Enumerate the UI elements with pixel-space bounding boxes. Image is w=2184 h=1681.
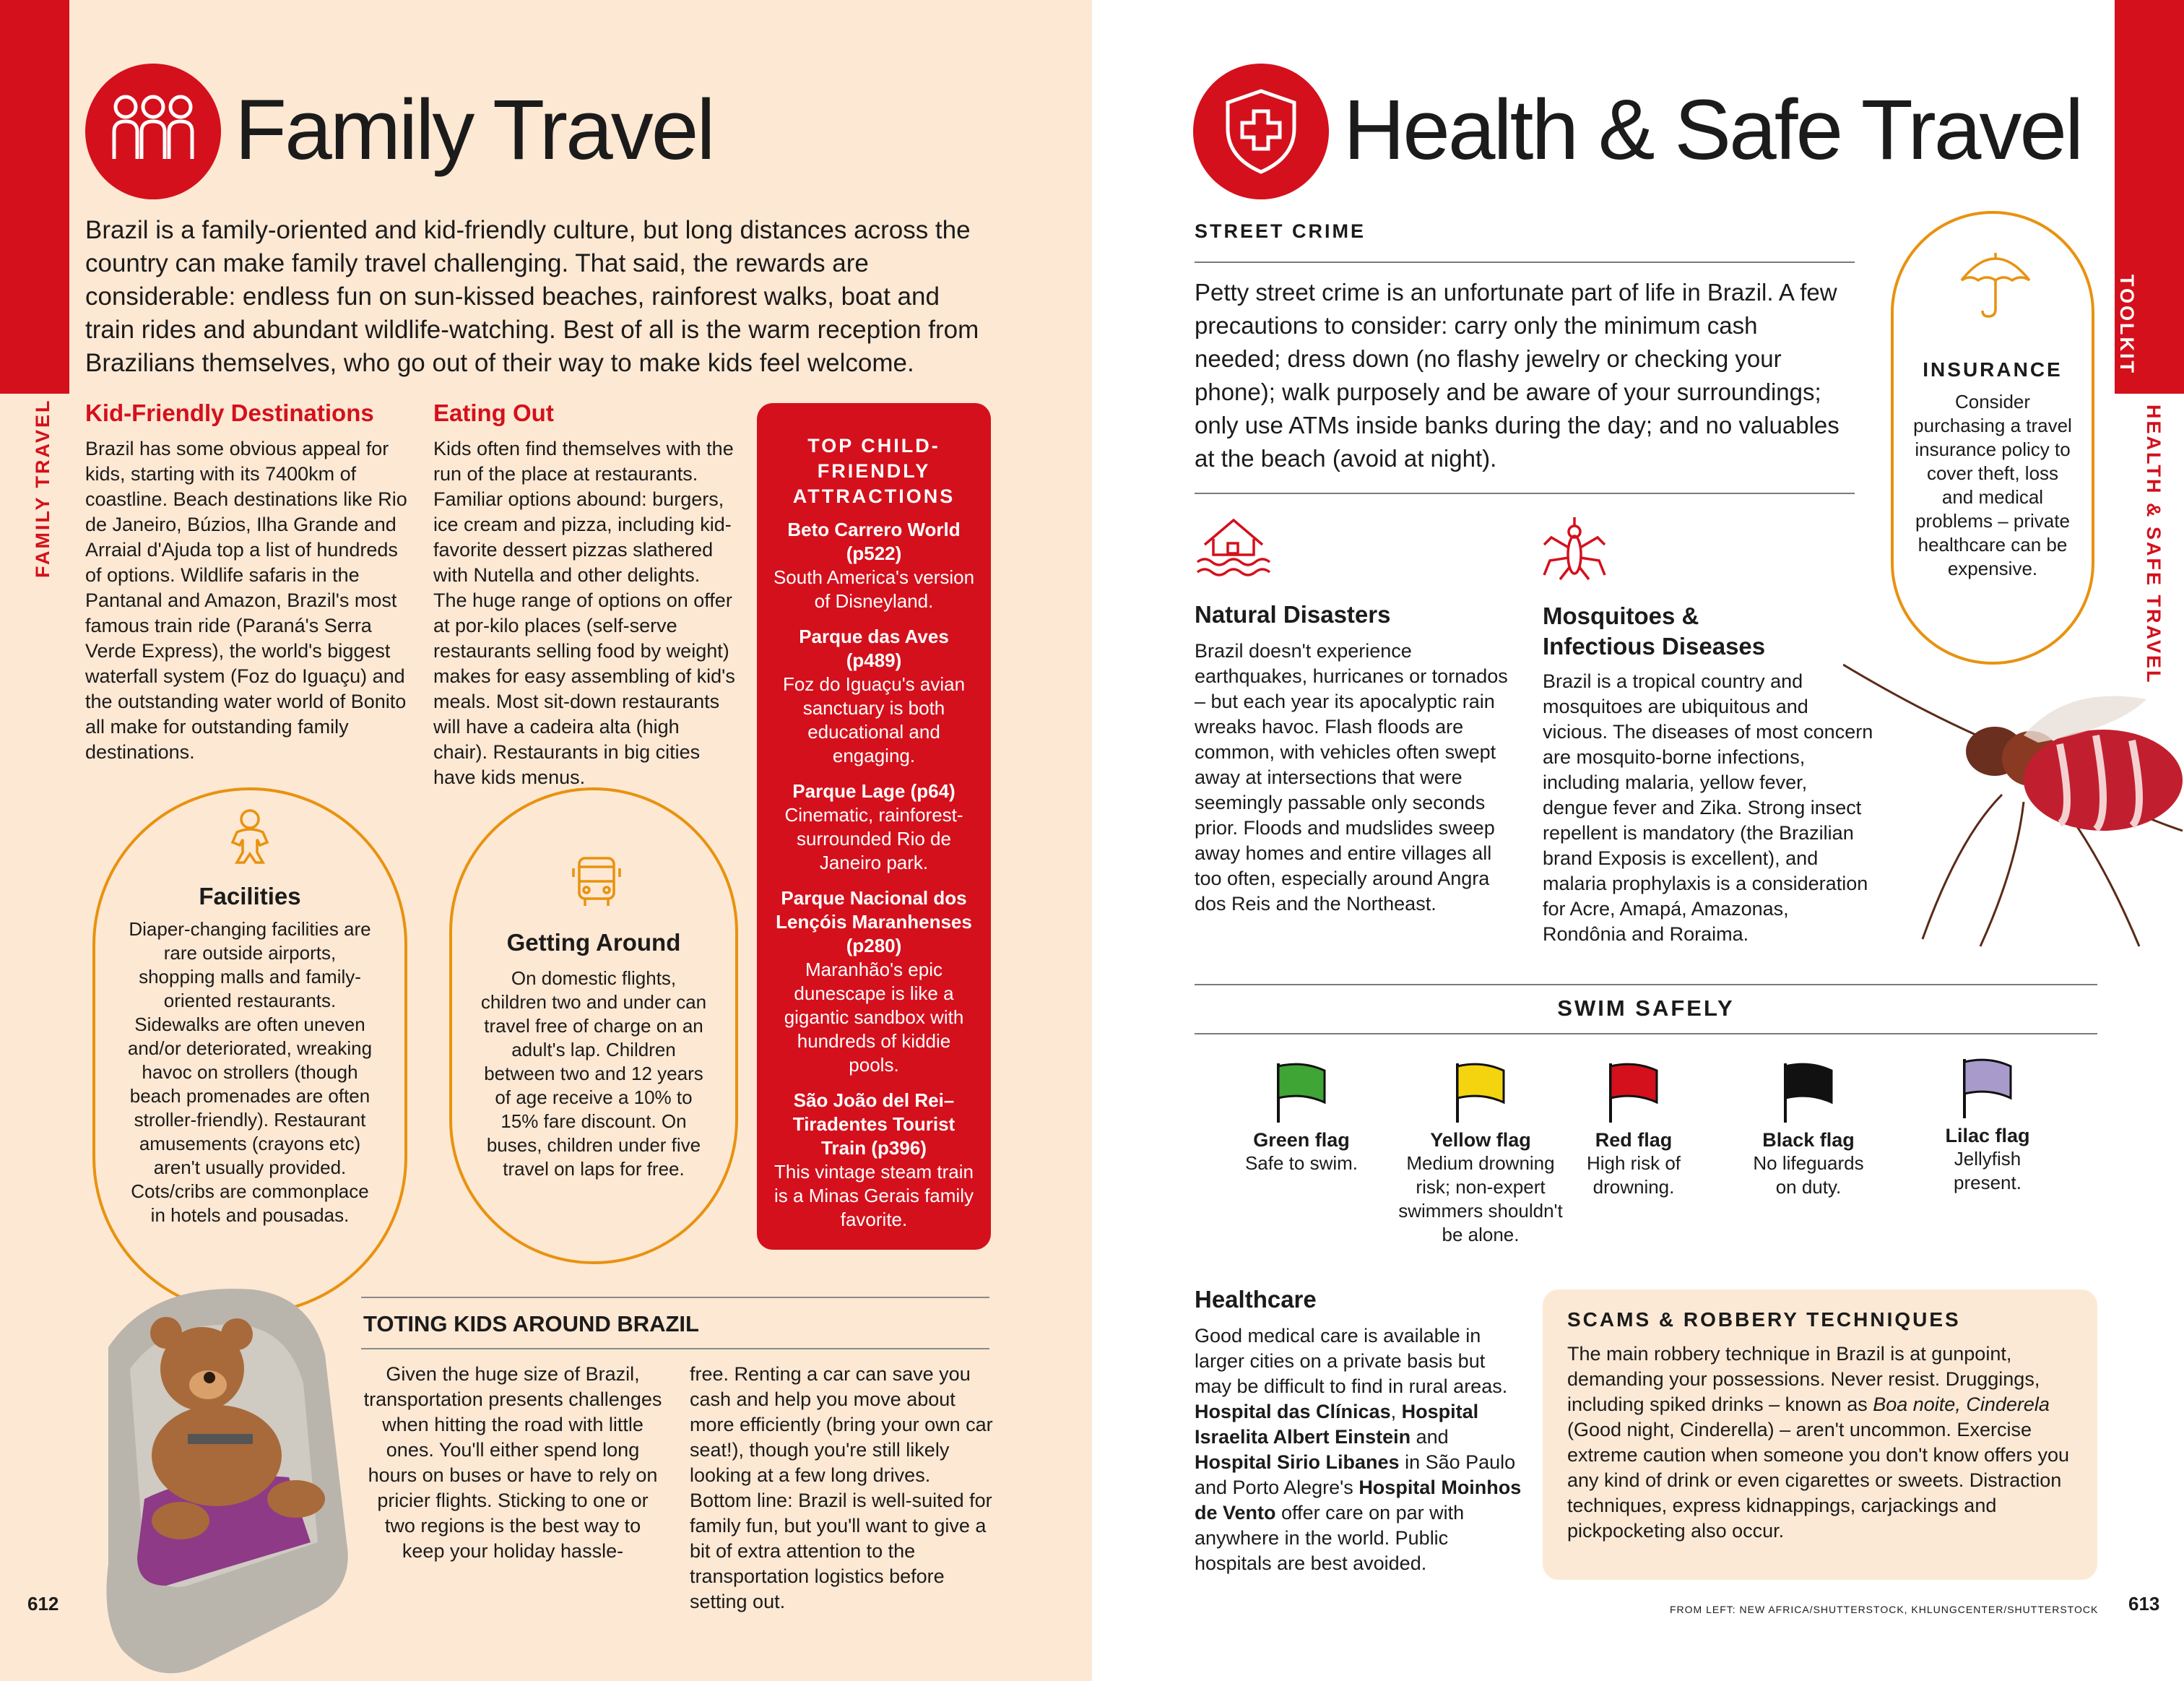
side-tab-health-safe-travel: HEALTH & SAFE TRAVEL	[2143, 405, 2164, 685]
natural-disasters-heading: Natural Disasters	[1195, 601, 1391, 628]
flag-desc: No lifeguards on duty.	[1753, 1152, 1864, 1198]
street-crime-heading: STREET CRIME	[1195, 220, 1366, 242]
lilac-flag-item	[1927, 1056, 2048, 1195]
eating-out-heading: Eating Out	[433, 399, 554, 426]
facilities-text: Diaper-changing facilities are rare outside airports, shopping malls and family-oriented restaurants. Sidewalks are often uneven and/or deteriorated, wreaking havoc on strollers (though beach promenades are often stroller-friendly). Restaurant amusements (crayons etc) aren't usually provided. Cots/cribs are commonplace in hotels and pousadas.	[127, 918, 373, 1226]
attractions-list	[770, 518, 978, 1232]
scams-text-part: The main robbery technique in Brazil is at gunpoint, demanding your possessions. Never resist. Druggings, including spiked drinks – known as	[1567, 1343, 2040, 1415]
page-title: Health & Safe Travel	[1343, 82, 2082, 178]
scams-box	[1543, 1289, 2097, 1580]
street-crime-rule-top	[1195, 262, 1855, 263]
toting-heading: TOTING KIDS AROUND BRAZIL	[363, 1311, 699, 1336]
flag-name: Yellow flag	[1430, 1129, 1531, 1151]
toting-col-2: free. Renting a car can save you cash and help you move about more efficiently (bring your own car seat!), though you're still likely looking at a few long drives. Bottom line: Brazil is well-suited for family fun, but you'll want to give a bit of extra attention to the transportation logistics before setting out.	[690, 1363, 993, 1612]
flag-desc: High risk of drowning.	[1586, 1152, 1681, 1198]
natural-disasters-text: Brazil doesn't experience earthquakes, hurricanes or tornados – but each year its apocalyptic rain wreaks havoc. Flash floods are common, with vehicles often swept away at intersections that were seemingly passable only seconds prior. Floods and mudslides sweep away homes and entire villages all too often, especially around Angra dos Reis and the Northeast.	[1195, 640, 1508, 915]
family-icon-circle	[85, 64, 221, 199]
healthcare-text	[1195, 1323, 1527, 1576]
family-icon	[85, 64, 221, 199]
insurance-heading: INSURANCE	[1923, 358, 2063, 381]
healthcare-text-part: ,	[1390, 1401, 1402, 1422]
healthcare-text-part: and	[1410, 1426, 1449, 1448]
red-flag-item	[1573, 1060, 1694, 1199]
page-title: Family Travel	[235, 82, 714, 178]
flag-name: Black flag	[1762, 1129, 1855, 1151]
insurance-text: Consider purchasing a travel insurance policy to cover theft, loss and medical problems – private healthcare can be expensive.	[1913, 391, 2072, 579]
mosquitoes-heading-line1: Mosquitoes &	[1543, 602, 1699, 629]
car-seat-teddy-photo	[79, 1261, 383, 1681]
flag-name: Lilac flag	[1945, 1125, 2030, 1146]
mosquitoes-heading	[1543, 601, 1765, 662]
attraction-desc: Cinematic, rainforest-surrounded Rio de Janeiro park.	[784, 804, 963, 873]
green-flag-item	[1241, 1060, 1362, 1175]
side-tab-toolkit: TOOLKIT	[2116, 275, 2138, 375]
mosquitoes-text: Brazil is a tropical country and mosquitoes are ubiquitous and vicious. The diseases of most concern are mosquito-borne infections, including malaria, yellow fever, dengue fever and Zika. Strong insect repellent is mandatory (the Brazilian brand Exposis is excellent), and malaria prophylaxis is a consideration for Acre, Amapá, Amazonas, Rondônia and Roraima.	[1543, 670, 1873, 945]
facilities-heading: Facilities	[199, 883, 301, 909]
flag-desc: Jellyfish present.	[1954, 1148, 2022, 1193]
scams-text-part: (Good night, Cinderella) – aren't uncommon. Exercise extreme caution when someone you don't know offers you any kind of drink or even cigarettes or sweets. Distraction techniques, express kidnappings, carjackings and pickpocketing also occur.	[1567, 1419, 2070, 1542]
flag-name: Red flag	[1595, 1129, 1673, 1151]
attraction-desc: This vintage steam train is a Minas Gerais family favorite.	[774, 1161, 974, 1230]
getting-around-pill	[449, 787, 738, 1264]
healthcare-text-part: in São Paulo and Porto Alegre's	[1195, 1451, 1516, 1498]
attraction-desc: South America's version of Disneyland.	[773, 566, 975, 612]
swim-safely-heading: SWIM SAFELY	[1557, 995, 1735, 1021]
attraction-title: Beto Carrero World (p522)	[787, 519, 961, 564]
healthcare-text-part: Good medical care is available in larger cities on a private basis but may be difficult to find in rural areas.	[1195, 1325, 1508, 1397]
side-tab-red	[0, 0, 69, 394]
intro-paragraph: Brazil is a family-oriented and kid-friendly culture, but long distances across the country can make family travel challenging. That said, the rewards are considerable: endless fun on sun-kissed beaches, rainforest walks, boat and train rides and abundant wildlife-watching. Best of all is the warm reception from Brazilians themselves, who go out of their way to make kids feel welcome.	[85, 216, 979, 377]
yellow-flag-icon	[1452, 1060, 1509, 1125]
insurance-pill	[1891, 211, 2094, 665]
lilac-flag-icon	[1959, 1056, 2016, 1121]
shield-icon-circle	[1193, 64, 1329, 199]
scam-name: Boa noite, Cinderela	[1873, 1393, 2050, 1415]
mosquito-photo	[1843, 650, 2184, 954]
scams-text	[1567, 1341, 2073, 1544]
black-flag-item	[1748, 1060, 1869, 1199]
attraction-desc: Foz do Iguaçu's avian sanctuary is both educational and engaging.	[782, 673, 966, 766]
swim-rule-top	[1195, 984, 2097, 985]
page-number: 613	[2128, 1593, 2160, 1615]
black-flag-icon	[1780, 1060, 1837, 1125]
attractions-box	[757, 403, 991, 1250]
attraction-title: São João del Rei–Tiradentes Tourist Train (p396)	[792, 1089, 956, 1159]
flag-desc: Medium drowning risk; non-expert swimmers shouldn't be alone.	[1398, 1152, 1563, 1245]
attraction-title: Parque Nacional dos Lençóis Maranhenses (p280)	[776, 887, 972, 956]
page-number: 612	[27, 1593, 59, 1615]
attraction-title: Parque Lage (p64)	[792, 780, 956, 802]
hospital-name: Hospital Moinhos de Vento	[1195, 1477, 1522, 1524]
getting-around-text: On domestic flights, children two and under can travel free of charge on an adult's lap. Children between two and 12 years of age receive a 10% to 15% fare discount. On buses, children under five travel on laps for free.	[480, 967, 707, 1180]
flood-house-icon	[1195, 514, 1273, 581]
attraction-desc: Maranhão's epic dunescape is like a gigantic sandbox with hundreds of kiddie pools.	[784, 959, 964, 1076]
flag-desc: Safe to swim.	[1244, 1152, 1358, 1174]
mosquitoes-heading-line2: Infectious Diseases	[1543, 633, 1766, 660]
side-tab-family-travel: FAMILY TRAVEL	[32, 398, 53, 578]
scams-heading: SCAMS & ROBBERY TECHNIQUES	[1567, 1308, 1961, 1331]
toting-col-1: Given the huge size of Brazil, transportation presents challenges when hitting the road with little ones. You'll either spend long hours on buses or have to rely on pricier flights. Sticking to one or two regions is the best way to keep your holiday hassle-	[363, 1363, 662, 1562]
hospital-name: Hospital Sirio Libanes	[1195, 1451, 1400, 1473]
toting-top-rule	[361, 1297, 989, 1298]
toting-bottom-rule	[361, 1348, 989, 1349]
hospital-name: Hospital Israelita Albert Einstein	[1195, 1401, 1479, 1448]
attraction-title: Parque das Aves (p489)	[799, 626, 949, 671]
bus-icon	[568, 852, 625, 910]
hospital-name: Hospital das Clínicas	[1195, 1401, 1391, 1422]
shield-cross-icon	[1193, 64, 1329, 199]
umbrella-icon	[1957, 249, 2034, 321]
photo-credits: FROM LEFT: NEW AFRICA/SHUTTERSTOCK, KHLUNGCENTER/SHUTTERSTOCK	[1670, 1604, 2099, 1615]
street-crime-text: Petty street crime is an unfortunate part of life in Brazil. A few precautions to consider: carry only the minimum cash needed; dress down (no flashy jewelry or checking your phone); walk purposely and be aware of your surroundings; only use ATMs inside banks during the day; and no valuables at the beach (avoid at night).	[1195, 279, 1840, 472]
baby-icon	[224, 808, 276, 865]
street-crime-rule-bottom	[1195, 493, 1855, 494]
yellow-flag-item	[1398, 1060, 1564, 1247]
red-flag-icon	[1605, 1060, 1663, 1125]
eating-out-text: Kids often find themselves with the run of the place at restaurants. Familiar options abound: burgers, ice cream and pizza, including kid-favorite dessert pizzas slathered with Nutella and other delights. The huge range of options on offer at por-kilo places (self-serve restaurants selling food by weight) makes for easy assembling of kid's meals. Most sit-down restaurants will have a cadeira alta (high chair). Restaurants in big cities have kids menus.	[433, 438, 735, 788]
healthcare-heading: Healthcare	[1195, 1286, 1317, 1313]
mosquito-icon	[1538, 514, 1611, 587]
attractions-heading: TOP CHILD-FRIENDLY ATTRACTIONS	[792, 435, 956, 507]
getting-around-heading: Getting Around	[506, 929, 681, 956]
facilities-pill	[92, 787, 407, 1315]
green-flag-icon	[1273, 1060, 1330, 1125]
healthcare-text-part: offer care on par with anywhere in the world. Public hospitals are best avoided.	[1195, 1502, 1465, 1574]
kid-friendly-text: Brazil has some obvious appeal for kids, starting with its 7400km of coastline. Beach destinations like Rio de Janeiro, Búzios, Ilha Grande and Arraial d'Ajuda top a list of hundreds of options. Wildlife safaris in the Pantanal and Amazon, Brazil's most famous train ride (Paraná's Serra Verde Express), the world's biggest waterfall system (Foz do Iguaçu) and the outstanding water world of Bonito all make for outstanding family destinations.	[85, 438, 407, 763]
swim-rule-bottom	[1195, 1033, 2097, 1034]
kid-friendly-heading: Kid-Friendly Destinations	[85, 399, 374, 426]
health-safe-travel-page	[1092, 0, 2184, 1681]
flag-name: Green flag	[1253, 1129, 1350, 1151]
